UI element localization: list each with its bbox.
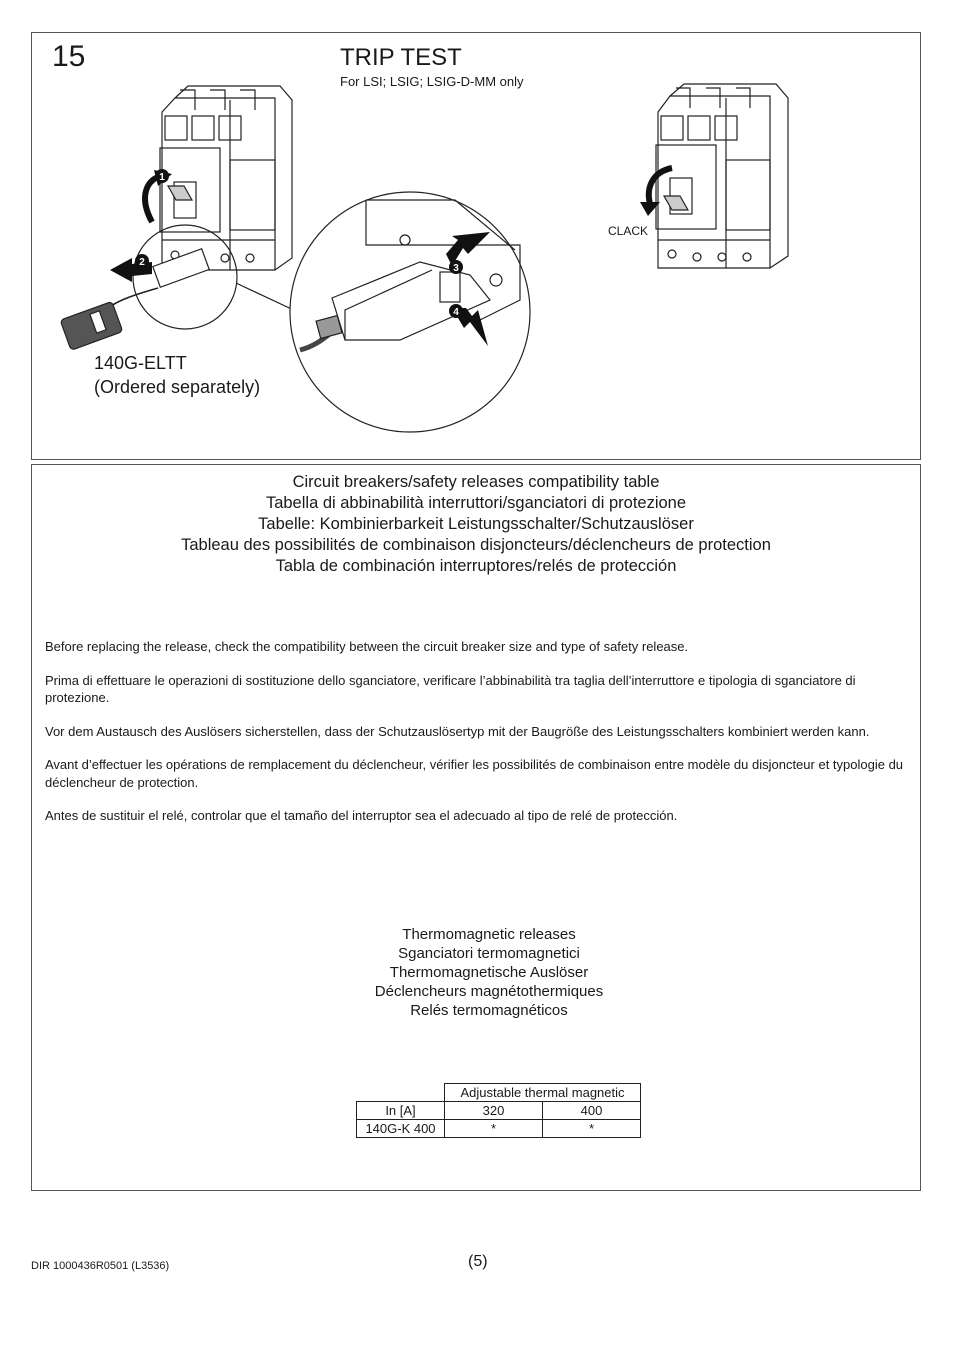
table-column-header: 320 — [445, 1102, 543, 1120]
compatibility-headings — [31, 472, 921, 577]
tool-name: 140G-ELTT — [94, 353, 187, 373]
table-group-header: Adjustable thermal magnetic — [445, 1084, 641, 1102]
callout-number-3: 3 — [453, 263, 459, 274]
page-number: (5) — [468, 1253, 488, 1270]
table-row — [357, 1120, 641, 1138]
table-corner — [357, 1084, 445, 1102]
table-row-label: 140G-K 400 — [357, 1120, 445, 1138]
instruction-de: Vor dem Austausch des Auslösers sicherstellen, dass der Schutzauslösertyp mit der Baugröße des Leistungsschalters kombiniert werden kann. — [45, 723, 870, 739]
heading-en: Circuit breakers/safety releases compatibility table — [292, 473, 660, 491]
left-circuit-breaker — [160, 86, 292, 270]
tool-note: (Ordered separately) — [94, 377, 261, 397]
table-header-row — [357, 1102, 641, 1120]
callout-number-2: 2 — [139, 257, 145, 268]
instruction-en: Before replacing the release, check the compatibility between the circuit breaker size and type of safety release. — [45, 639, 689, 654]
releases-heading — [31, 925, 947, 1020]
releases-fr: Déclencheurs magnétothermiques — [374, 983, 604, 1000]
heading-de: Tabelle: Kombinierbarkeit Leistungsschalter/Schutzauslöser — [258, 515, 694, 533]
eltt-tester-device — [60, 301, 123, 350]
trip-test-title: TRIP TEST — [340, 44, 462, 71]
clack-label: CLACK — [608, 224, 649, 238]
releases-it: Sganciatori termomagnetici — [398, 945, 580, 962]
instructions — [45, 638, 913, 841]
trip-test-subtitle: For LSI; LSIG; LSIG-D-MM only — [340, 74, 524, 89]
releases-de: Thermomagnetische Auslöser — [389, 964, 589, 981]
right-circuit-breaker — [656, 84, 788, 268]
releases-en: Thermomagnetic releases — [402, 926, 576, 943]
instruction-it: Prima di effettuare le operazioni di sostituzione dello sganciatore, verificare l’abbinabilità tra taglia dell’interruttore e tipologia di sganciatore di protezione. — [45, 672, 856, 705]
heading-it: Tabella di abbinabilità interruttori/sganciatori di protezione — [265, 494, 687, 512]
table-column-header: 400 — [543, 1102, 641, 1120]
trip-test-illustration — [0, 0, 954, 470]
step-number: 15 — [52, 40, 86, 73]
releases-es: Relés termomagnéticos — [410, 1002, 568, 1019]
instruction-fr: Avant d’effectuer les opérations de remplacement du déclencheur, vérifier les possibilités de combinaison entre modèle du disjoncteur et typologie du déclencheur de protection. — [45, 757, 904, 790]
heading-fr: Tableau des possibilités de combinaison disjoncteurs/déclencheurs de protection — [181, 536, 771, 554]
heading-es: Tabla de combinación interruptores/relés de protección — [275, 557, 677, 575]
table-row-header: In [A] — [357, 1102, 445, 1120]
compatibility-table — [356, 1083, 641, 1138]
table-cell: * — [543, 1120, 641, 1138]
document-reference: DIR 1000436R0501 (L3536) — [31, 1260, 170, 1272]
table-group-header-row — [357, 1084, 641, 1102]
instruction-es: Antes de sustituir el relé, controlar que el tamaño del interruptor sea el adecuado al tipo de relé de protección. — [45, 808, 678, 823]
table-cell: * — [445, 1120, 543, 1138]
callout-number-4: 4 — [453, 307, 459, 318]
callout-number-1: 1 — [159, 172, 165, 183]
tool-label — [94, 351, 260, 399]
